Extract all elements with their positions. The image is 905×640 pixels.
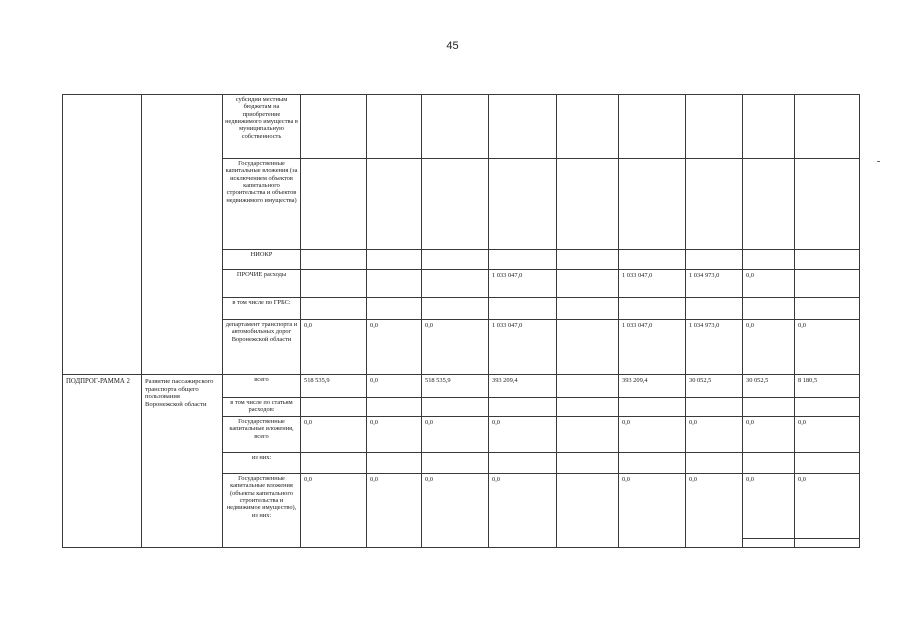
value-cell (489, 453, 557, 474)
value-cell (301, 95, 367, 159)
value-cell (422, 298, 489, 320)
value-cell: 1 033 047,0 (619, 270, 686, 298)
value-cell (301, 398, 367, 417)
row-label: из них: (223, 453, 301, 474)
value-cell (743, 298, 795, 320)
value-cell (422, 453, 489, 474)
value-cell (557, 453, 619, 474)
value-cell: 0,0 (301, 320, 367, 375)
value-cell: 0,0 (619, 474, 686, 548)
value-cell: 0,0 (619, 417, 686, 453)
value-cell: 0,0 (422, 320, 489, 375)
value-cell: 30 052,5 (743, 375, 795, 398)
value-cell: 0,0 (422, 474, 489, 548)
value-cell: 0,0 (367, 320, 422, 375)
value-cell (619, 298, 686, 320)
budget-table (62, 94, 860, 548)
value-cell: 0,0 (367, 417, 422, 453)
cell-divider (795, 538, 859, 539)
value-cell: 393 209,4 (489, 375, 557, 398)
value-cell (557, 298, 619, 320)
value-cell: 0,0 (489, 417, 557, 453)
value-cell (367, 398, 422, 417)
value-cell: 0,0 (686, 474, 743, 548)
value-cell: 0,0 (798, 476, 806, 483)
value-cell: 0,0 (743, 320, 795, 375)
blank-name-cell (142, 95, 223, 375)
value-cell (795, 298, 860, 320)
value-cell (422, 270, 489, 298)
value-cell (557, 417, 619, 453)
value-cell: 0,0 (686, 417, 743, 453)
value-cell: 1 034 973,0 (686, 270, 743, 298)
value-cell: 8 180,5 (795, 375, 860, 398)
value-cell (557, 474, 619, 548)
row-label: Государственные капитальные вложения, всего (223, 417, 301, 453)
value-cell (795, 398, 860, 417)
value-cell: 1 033 047,0 (619, 320, 686, 375)
subprogram-name: Развитие пассажирского транспорта общего пользования Воронежской области (142, 375, 223, 548)
value-cell (367, 270, 422, 298)
value-cell (557, 270, 619, 298)
value-cell: 0,0 (422, 417, 489, 453)
row-label: департамент транспорта и автомобильных дорог Воронежской области (223, 320, 301, 375)
value-cell (619, 453, 686, 474)
value-cell (301, 270, 367, 298)
value-cell: 393 209,4 (619, 375, 686, 398)
row-label: Государственные капитальные вложения (объекты капитального строительства и недвижимое имущество), из них: (223, 474, 301, 548)
row-label: ПРОЧИЕ расходы (223, 270, 301, 298)
value-cell: 518 535,9 (301, 375, 367, 398)
value-cell: 0,0 (367, 474, 422, 548)
value-cell (743, 250, 795, 270)
cell-divider (743, 538, 794, 539)
value-cell (301, 298, 367, 320)
row-label: в том числе по ГРБС: (223, 298, 301, 320)
value-cell (686, 453, 743, 474)
value-cell (686, 159, 743, 250)
margin-mark (877, 161, 880, 162)
value-cell: 1 034 973,0 (686, 320, 743, 375)
value-cell (795, 453, 860, 474)
value-cell (557, 250, 619, 270)
value-cell: 0,0 (743, 270, 795, 298)
value-cell (367, 95, 422, 159)
blank-code-cell (63, 95, 142, 375)
value-cell (795, 95, 860, 159)
value-cell (301, 250, 367, 270)
value-cell (422, 398, 489, 417)
value-cell (301, 453, 367, 474)
value-cell (489, 250, 557, 270)
value-cell: 0,0 (743, 417, 795, 453)
value-cell (686, 298, 743, 320)
value-cell: 0,0 (795, 417, 860, 453)
value-cell (422, 159, 489, 250)
value-cell: 0,0 (367, 375, 422, 398)
value-cell: 1 033 047,0 (489, 270, 557, 298)
value-cell (743, 453, 795, 474)
value-cell: 0,0 (301, 474, 367, 548)
value-cell (422, 250, 489, 270)
value-cell: 0,0 (489, 474, 557, 548)
value-cell (422, 95, 489, 159)
value-cell (619, 159, 686, 250)
value-cell (367, 250, 422, 270)
value-cell (367, 453, 422, 474)
row-label: НИОКР (223, 250, 301, 270)
row-label: субсидии местным бюджетам на приобретение недвижимого имущества в муниципальную собственность (223, 95, 301, 159)
value-cell: 0,0 (795, 320, 860, 375)
value-cell-split (795, 474, 860, 548)
page-number: 45 (446, 40, 459, 52)
value-cell: 30 052,5 (686, 375, 743, 398)
row-label: Государственные капитальные вложения (за исключением объектов капитального строительства и объектов недвижимого имущества) (223, 159, 301, 250)
value-cell: 0,0 (746, 476, 754, 483)
value-cell (619, 398, 686, 417)
value-cell (557, 95, 619, 159)
value-cell (489, 95, 557, 159)
value-cell (743, 159, 795, 250)
value-cell (557, 375, 619, 398)
value-cell-split (743, 474, 795, 548)
row-label: всего (223, 375, 301, 398)
value-cell (686, 250, 743, 270)
value-cell: 0,0 (301, 417, 367, 453)
value-cell (795, 270, 860, 298)
value-cell (367, 159, 422, 250)
value-cell (301, 159, 367, 250)
value-cell (686, 398, 743, 417)
value-cell (557, 398, 619, 417)
value-cell (686, 95, 743, 159)
value-cell (619, 95, 686, 159)
value-cell: 1 033 047,0 (489, 320, 557, 375)
value-cell (619, 250, 686, 270)
value-cell (489, 398, 557, 417)
value-cell (743, 95, 795, 159)
value-cell (795, 250, 860, 270)
row-label: в том числе по статьям расходов: (223, 398, 301, 417)
value-cell: 518 535,9 (422, 375, 489, 398)
value-cell (489, 298, 557, 320)
subprogram-code: ПОДПРОГ-РАММА 2 (63, 375, 142, 548)
value-cell (489, 159, 557, 250)
value-cell (367, 298, 422, 320)
value-cell (795, 159, 860, 250)
table-row (63, 375, 860, 398)
value-cell (557, 159, 619, 250)
table-row (63, 95, 860, 159)
value-cell (743, 398, 795, 417)
value-cell (557, 320, 619, 375)
